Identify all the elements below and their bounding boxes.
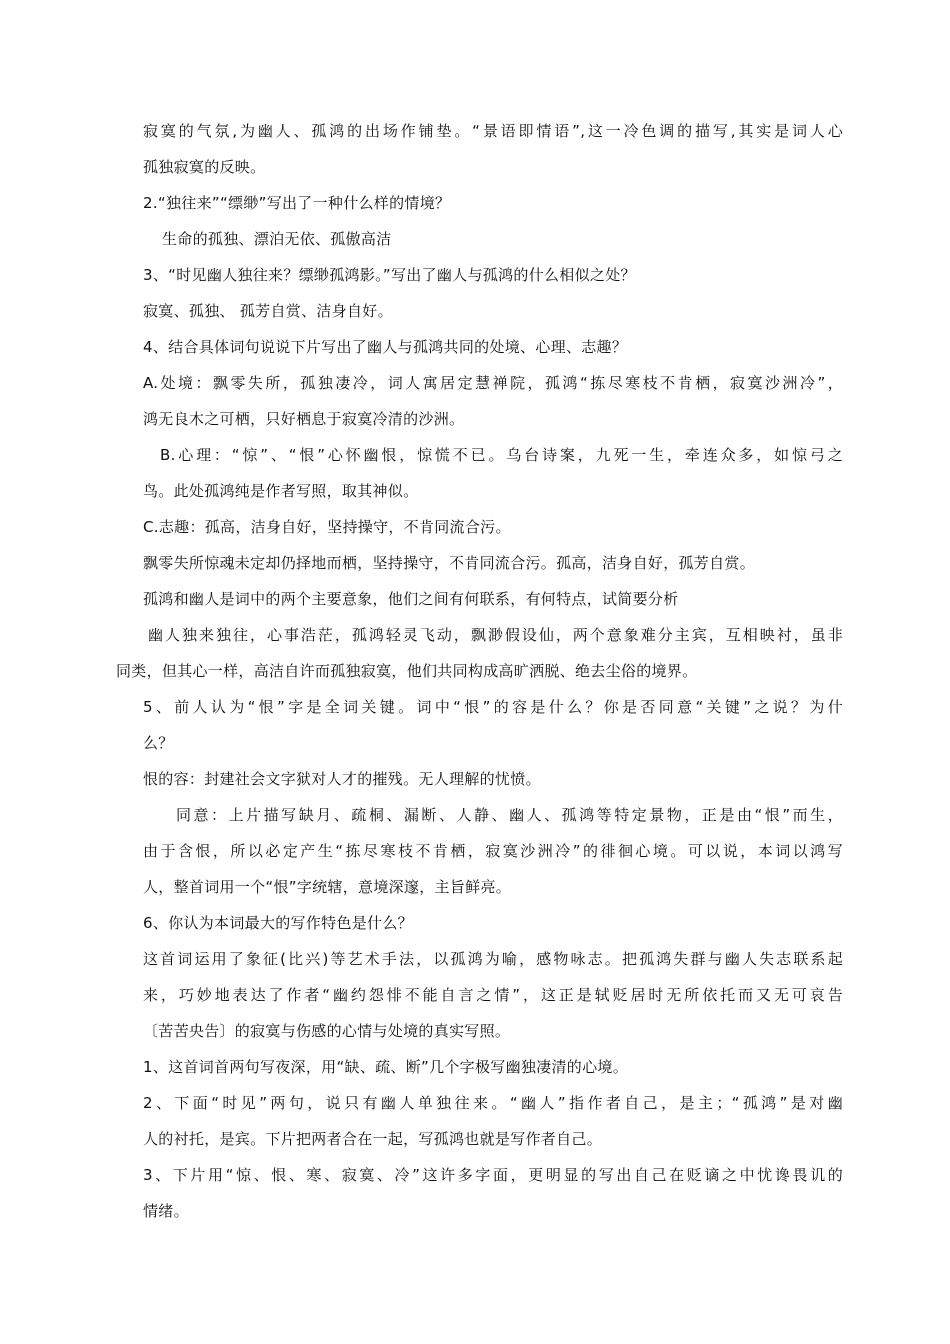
answer-line: 生命的孤独、漂泊无依、孤傲高洁 [162,230,392,248]
note-line: 情绪。 [143,1202,189,1220]
answer-line: 〔苦苦央告〕的寂寞与伤感的心情与处境的真实写照。 [143,1022,511,1040]
answer-line: 这首词运用了象征(比兴)等艺术手法，以孤鸿为喻，感物咏志。把孤鸿失群与幽人失志联系起 [143,950,843,968]
answer-line: B.心理：“惊”、“恨”心怀幽恨，惊慌不已。乌台诗案，九死一生，牵连众多，如惊弓之 [160,446,843,464]
question-line: 6、你认为本词最大的写作特色是什么？ [143,914,413,932]
answer-line: 恨的容：封建社会文字狱对人才的摧残。无人理解的忧愤。 [143,770,541,788]
question-line: 2.“独往来”“缥缈”写出了一种什么样的情境？ [143,194,451,212]
paragraph-line: 寂寞的气氛,为幽人、孤鸿的出场作铺垫。“景语即情语”,这一冷色调的描写,其实是词人心 [143,122,843,140]
answer-line: 人，整首词用一个“恨”字统辖，意境深邃，主旨鲜亮。 [143,878,512,896]
note-line: 3、下片用“惊、恨、寒、寂寞、冷”这许多字面，更明显的写出自己在贬谪之中忧谗畏讥的 [143,1166,843,1184]
question-line: 3、“时见幽人独往来？缥缈孤鸿影。”写出了幽人与孤鸿的什么相似之处？ [143,266,636,284]
question-line: 4、结合具体词句说说下片写出了幽人与孤鸿共同的处境、心理、志趣？ [143,338,628,356]
answer-line: 来，巧妙地表达了作者“幽约怨悱不能自言之情”，这正是轼贬居时无所依托而又无可哀告 [143,986,843,1004]
answer-line: 同类，但其心一样，高洁自许而孤独寂寞，他们共同构成高旷洒脱、绝去尘俗的境界。 [116,662,698,680]
answer-line: 同意：上片描写缺月、疏桐、漏断、人静、幽人、孤鸿等特定景物，正是由“恨”而生， [176,806,843,824]
question-line: 孤鸿和幽人是词中的两个主要意象，他们之间有何联系，有何特点，试简要分析 [143,590,679,608]
question-line: 么？ [143,734,174,752]
paragraph-line: 孤独寂寞的反映。 [143,158,266,176]
answer-line: 鸟。此处孤鸿纯是作者写照，取其神似。 [143,482,419,500]
answer-line: A.处境：飘零失所，孤独凄冷，词人寓居定慧禅院，孤鸿“拣尽寒枝不肯栖，寂寞沙洲冷”， [143,374,843,392]
note-line: 人的衬托，是宾。下片把两者合在一起，写孤鸿也就是写作者自己。 [143,1130,603,1148]
answer-line: 鸿无良木之可栖，只好栖息于寂寞冷清的沙洲。 [143,410,465,428]
question-line: 5、前人认为“恨”字是全词关键。词中“恨”的容是什么？你是否同意“关键”之说？为什 [143,698,843,716]
note-line: 2、下面“时见”两句，说只有幽人单独往来。“幽人”指作者自己，是主；“孤鸿”是对幽 [143,1094,843,1112]
answer-line: C.志趣：孤高，洁身自好，坚持操守，不肯同流合污。 [143,518,511,536]
paragraph-line: 飘零失所惊魂未定却仍择地而栖，坚持操守，不肯同流合污。孤高，洁身自好，孤芳自赏。 [143,554,756,572]
answer-line: 由于含恨，所以必定产生“拣尽寒枝不肯栖，寂寞沙洲冷”的徘徊心境。可以说，本词以鸿写 [143,842,843,860]
answer-line: 幽人独来独往，心事浩茫，孤鸿轻灵飞动，飘渺假设仙，两个意象难分主宾，互相映衬，虽非 [148,626,843,644]
note-line: 1、这首词首两句写夜深，用“缺、疏、断”几个字极写幽独凄清的心境。 [143,1058,628,1076]
answer-line: 寂寞、孤独、 孤芳自赏、洁身自好。 [143,302,393,320]
